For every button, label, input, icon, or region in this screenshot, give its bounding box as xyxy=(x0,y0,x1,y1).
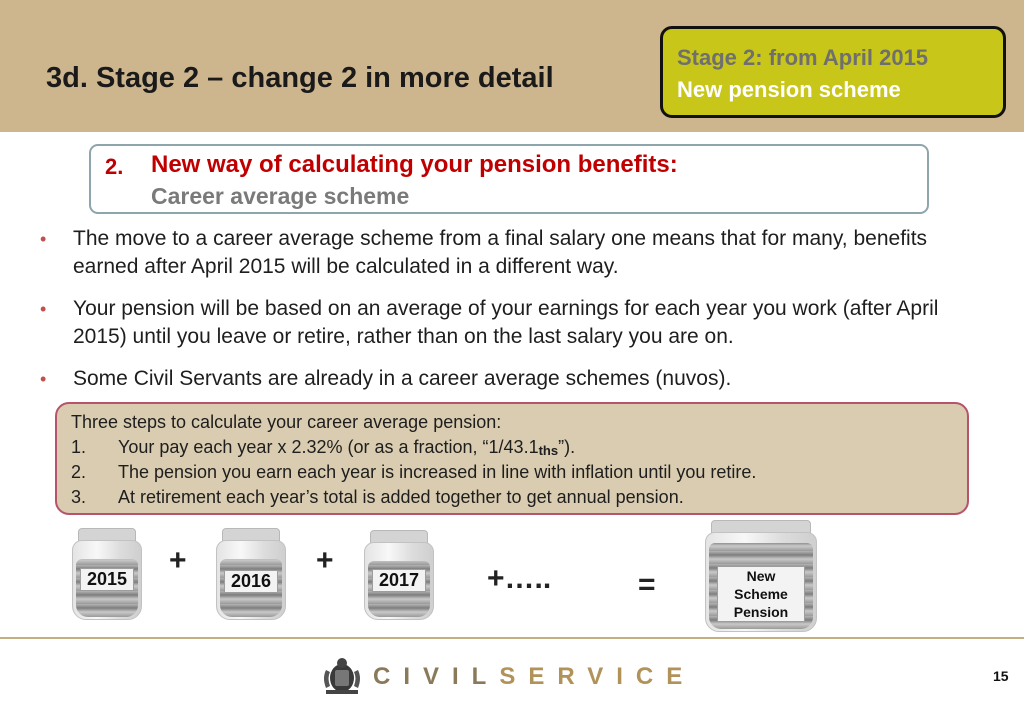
bullet-dot-icon: • xyxy=(40,299,47,319)
steps-panel xyxy=(55,402,969,515)
step-item xyxy=(71,487,684,508)
step-text: At retirement each year’s total is added together to get annual pension. xyxy=(118,487,684,507)
point-number: 2. xyxy=(105,154,124,179)
steps-title: Three steps to calculate your career average pension: xyxy=(71,412,502,432)
step-suffix: ths xyxy=(538,443,559,458)
bullet-dot-icon: • xyxy=(40,369,47,389)
footer-divider xyxy=(0,637,1024,639)
step-tail: ”). xyxy=(558,437,576,457)
slide-title: 3d. Stage 2 – change 2 in more detail xyxy=(46,62,554,94)
coin-jar-new-scheme xyxy=(705,520,817,632)
bullet-dot-icon: • xyxy=(40,229,47,249)
jar-label: New Scheme Pension xyxy=(717,566,805,622)
equals-operator: = xyxy=(638,568,656,601)
jar-label: 2017 xyxy=(372,569,426,592)
stage-badge-line2: New pension scheme xyxy=(677,77,901,102)
coin-jar-2017 xyxy=(364,530,434,620)
step-item xyxy=(71,437,575,458)
bullet-item xyxy=(40,295,970,351)
plus-operator: + xyxy=(316,544,334,577)
point-subheading: Career average scheme xyxy=(151,183,410,209)
page-number: 15 xyxy=(993,668,1009,684)
jar-label: 2016 xyxy=(224,570,278,593)
step-item xyxy=(71,462,756,483)
step-text: The pension you earn each year is increased in line with inflation until you retire. xyxy=(118,462,757,482)
plus-more-operator: +….. xyxy=(487,562,552,595)
bullet-item xyxy=(40,225,970,281)
step-text: Your pay each year x 2.32% (or as a fraction, “1/43.1 xyxy=(118,437,539,457)
stage-badge-line1: Stage 2: from April 2015 xyxy=(677,45,929,70)
coin-jar-2016 xyxy=(216,528,286,620)
point-callout xyxy=(89,144,929,214)
civil-service-logo xyxy=(373,663,695,691)
bullet-item xyxy=(40,365,970,393)
plus-operator: + xyxy=(169,544,187,577)
bullet-text: Your pension will be based on an average of your earnings for each year you work (after April 2015) until you leave or retire, rather than on the last salary you are on. xyxy=(73,297,939,348)
step-number: 3. xyxy=(71,487,87,507)
bullet-text: Some Civil Servants are already in a career average schemes (nuvos). xyxy=(73,367,732,390)
bullet-text: The move to a career average scheme from a final salary one means that for many, benefits earned after April 2015 will be calculated in a different way. xyxy=(73,227,928,278)
stage-badge xyxy=(660,26,1006,118)
logo-civil: CIVIL xyxy=(373,663,500,690)
coin-jar-2015 xyxy=(72,528,142,620)
header-band xyxy=(0,0,1024,132)
point-heading: New way of calculating your pension benefits: xyxy=(151,151,678,178)
step-number: 1. xyxy=(71,437,87,457)
royal-crest-icon xyxy=(320,656,364,696)
jar-label: 2015 xyxy=(80,568,134,591)
logo-service: SERVICE xyxy=(499,663,696,690)
bullet-list xyxy=(40,225,970,407)
step-number: 2. xyxy=(71,462,87,482)
